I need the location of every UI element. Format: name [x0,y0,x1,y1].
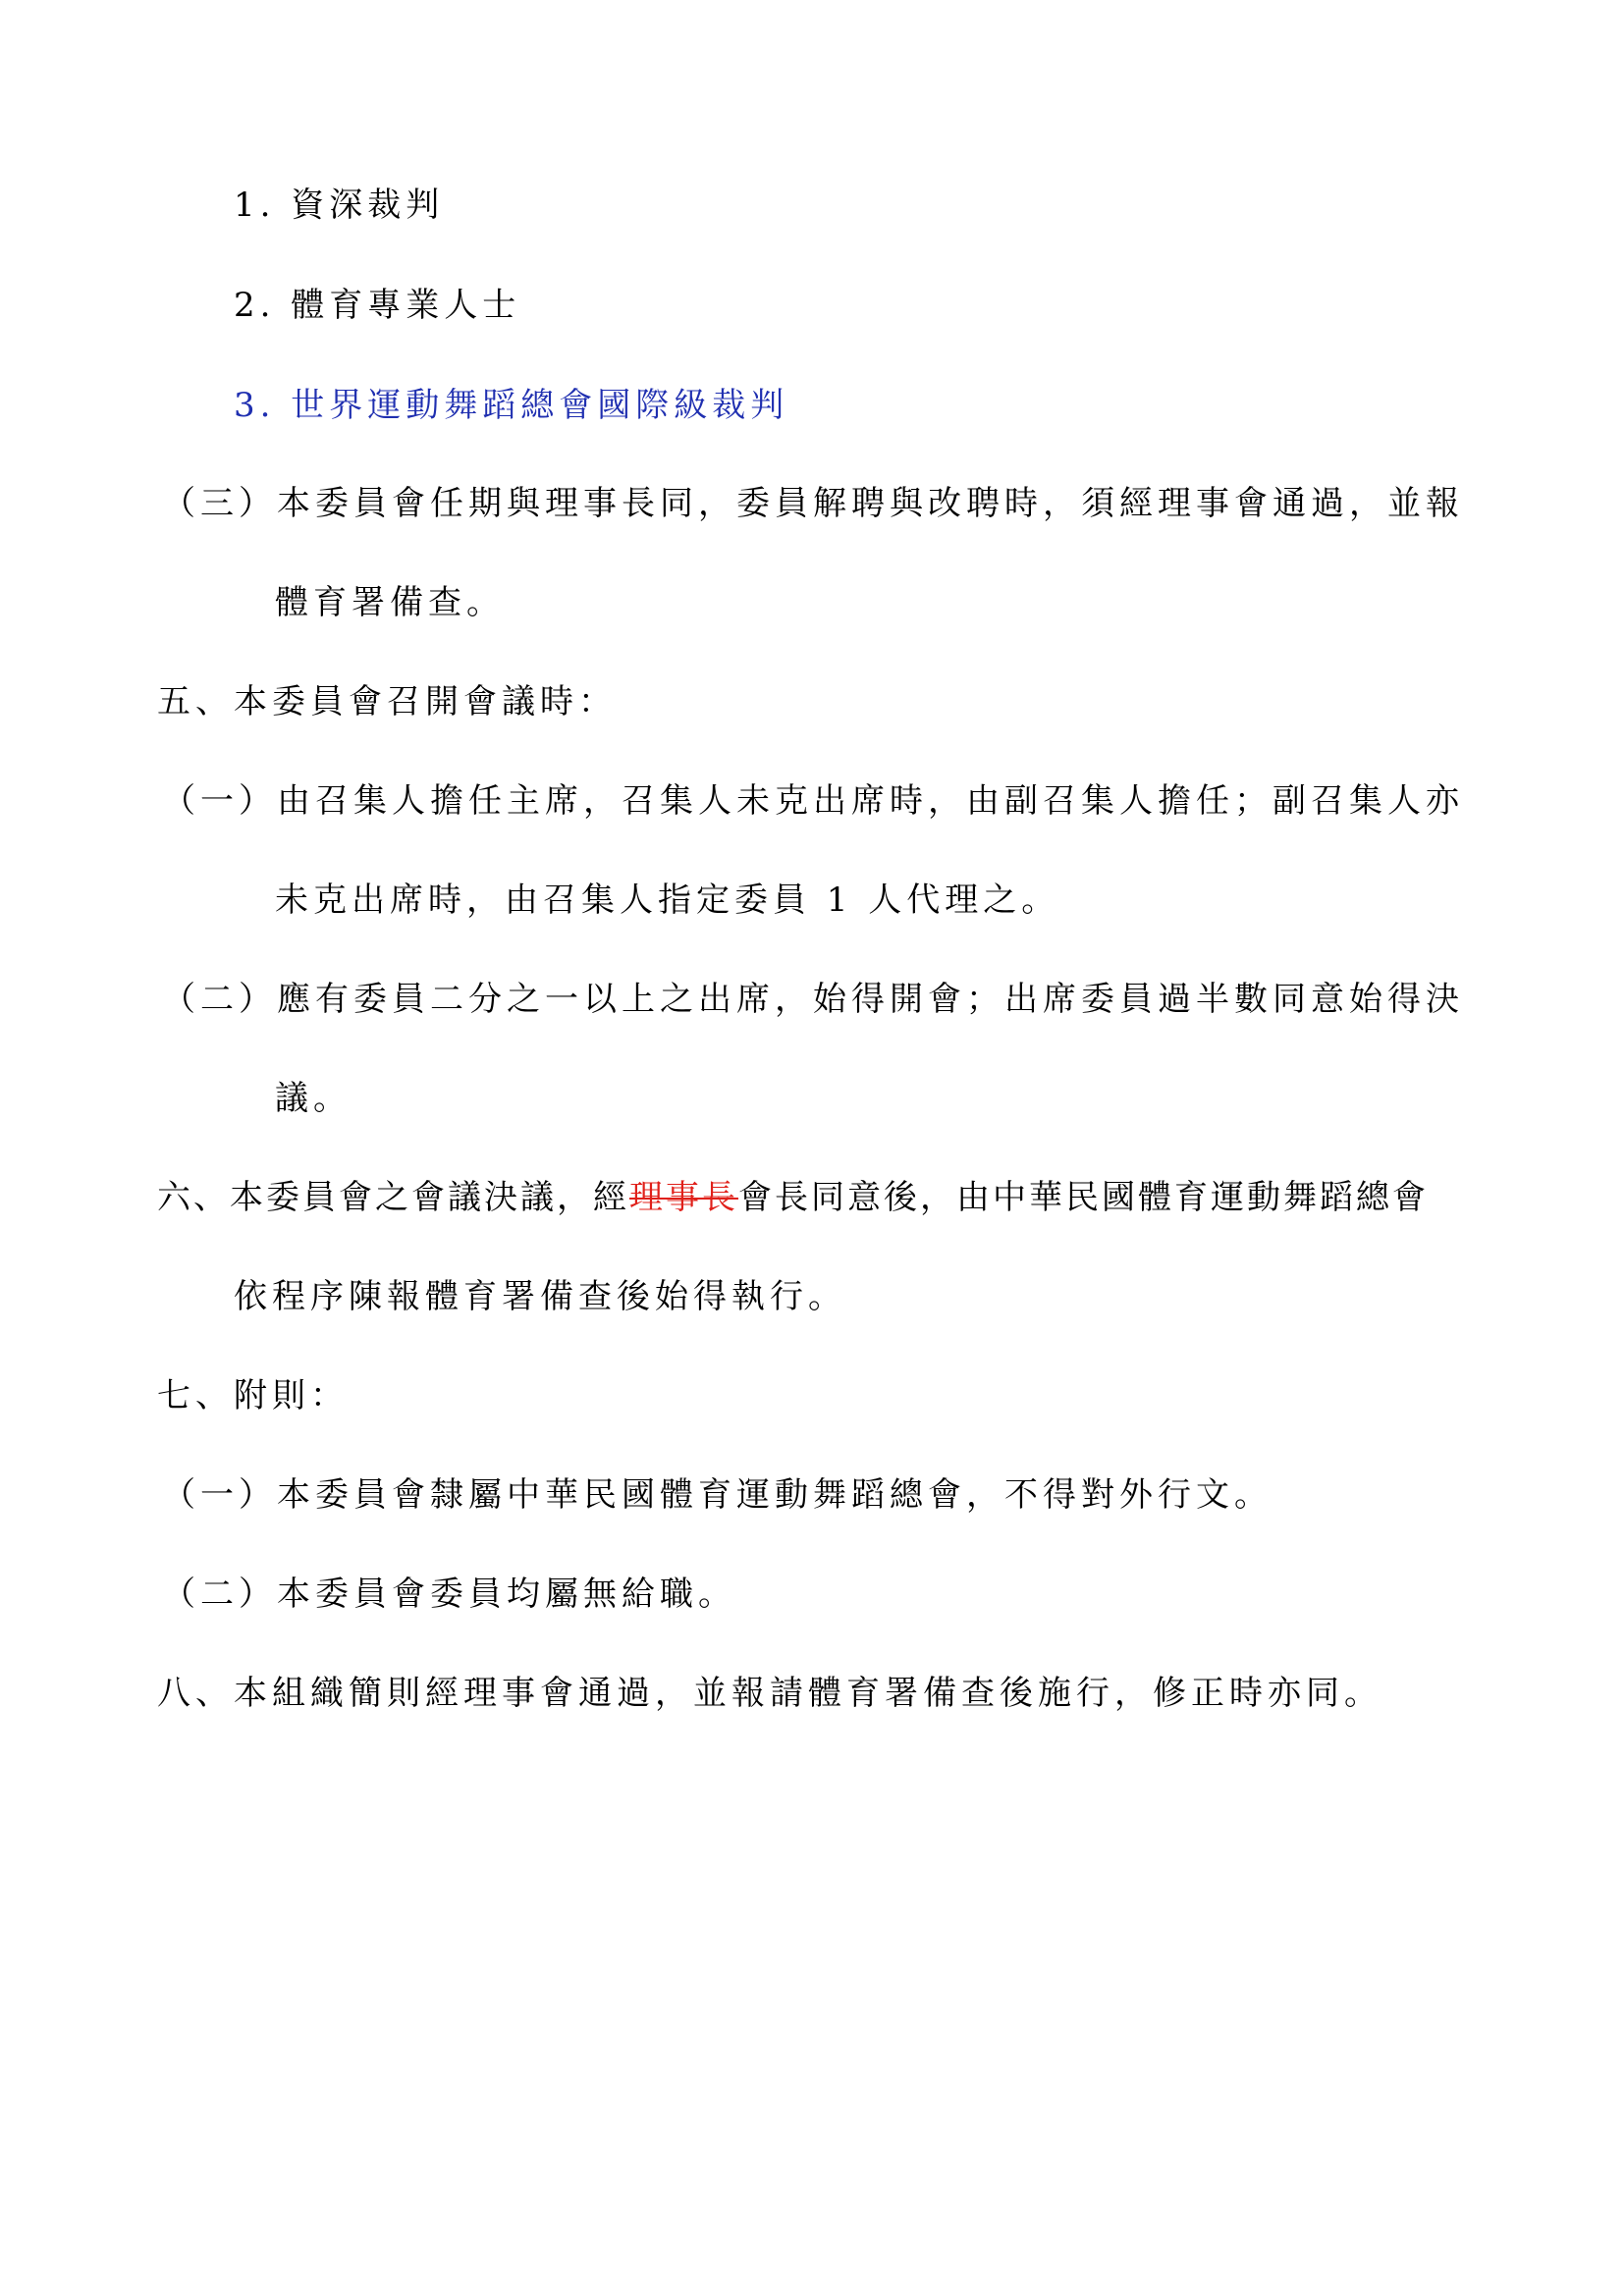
clause-5-2-line-2: 議。 [275,1079,352,1118]
section-5-heading: 五、本委員會召開會議時： [157,682,617,721]
section-6-line-2: 依程序陳報體育署備查後始得執行。 [234,1277,846,1316]
clause-5-2-line-1: （二）應有委員二分之一以上之出席，始得開會；出席委員過半數同意始得決 [162,980,1464,1019]
clause-5-1-line-1: （一）由召集人擔任主席，召集人未克出席時，由副召集人擔任；副召集人亦 [162,781,1464,821]
list-item-3-inserted: 3. 世界運動舞蹈總會國際級裁判 [234,386,789,425]
section-6-text-before: 六、本委員會之會議決議，經 [157,1178,629,1217]
clause-4-3-line-1: （三）本委員會任期與理事長同，委員解聘與改聘時，須經理事會通過，並報 [162,484,1464,523]
section-7-heading: 七、附則： [157,1376,349,1415]
list-item-1: 1. 資深裁判 [234,186,445,225]
section-8: 八、本組織簡則經理事會通過，並報請體育署備查後施行，修正時亦同。 [157,1674,1382,1713]
clause-4-3-line-2: 體育署備查。 [275,583,505,622]
section-6-line-1 [157,1177,1429,1218]
clause-7-1: （一）本委員會隸屬中華民國體育運動舞蹈總會，不得對外行文。 [162,1475,1272,1515]
deleted-text: 理事長 [629,1178,738,1217]
list-item-2: 2. 體育專業人士 [234,286,521,325]
clause-7-2: （二）本委員會委員均屬無給職。 [162,1575,736,1614]
section-6-text-after: 會長同意後，由中華民國體育運動舞蹈總會 [738,1178,1429,1217]
clause-5-1-line-2: 未克出席時，由召集人指定委員 1 人代理之。 [275,881,1060,920]
